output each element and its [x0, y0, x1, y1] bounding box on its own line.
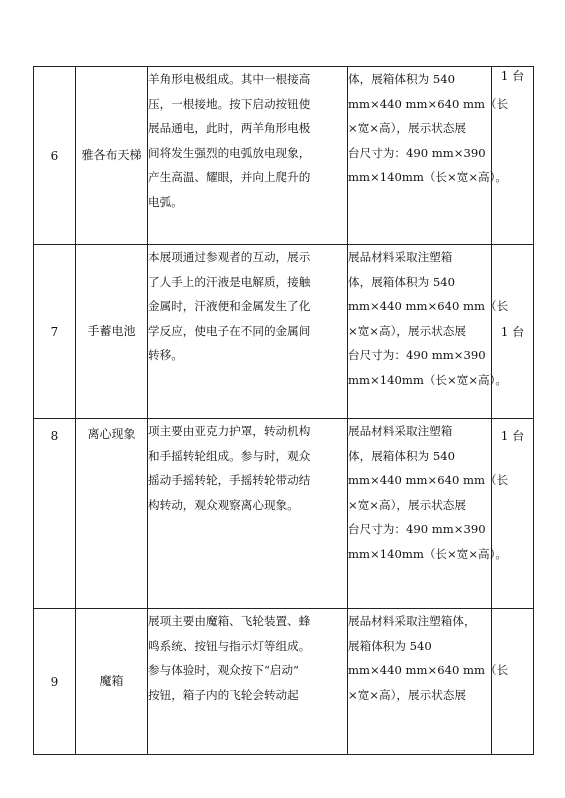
- description-line: 摇动手摇转轮，手摇转轮带动结: [148, 473, 311, 487]
- exhibit-name: 魔箱: [76, 609, 148, 755]
- row-number: 6: [34, 67, 76, 245]
- spec-line: mm×140mm（长×宽×高）。: [348, 372, 508, 387]
- spec-line: 展箱体积为 540: [348, 638, 432, 653]
- spec-line: ×宽×高），展示状态展: [348, 323, 466, 338]
- description-line: 产生高温、耀眼，并向上爬升的: [148, 170, 311, 184]
- spec-line: 体，展箱体积为 540: [348, 72, 455, 86]
- description-line: 了人手上的汗液是电解质，接触: [148, 274, 311, 289]
- table-row: [34, 609, 534, 755]
- spec-line: mm×440 mm×640 mm（长: [348, 299, 509, 313]
- spec-line: 体，展箱体积为 540: [348, 448, 455, 463]
- description-line: 展品通电，此时，两羊角形电极: [148, 121, 311, 135]
- spec-line: ×宽×高），展示状态展: [348, 497, 466, 512]
- table-row: [34, 67, 534, 245]
- description-line: 按钮，箱子内的飞轮会转动起: [148, 687, 299, 702]
- description-line: 展项主要由魔箱、飞轮装置、蜂: [148, 614, 311, 628]
- table-row: [34, 245, 534, 419]
- description-line: 项主要由亚克力护罩，转动机构: [148, 424, 311, 438]
- exhibit-description: [148, 245, 348, 419]
- description-line: 间将发生强烈的电弧放电现象，: [148, 145, 311, 160]
- exhibit-quantity: 1 台: [492, 245, 534, 419]
- description-line: 和手摇转轮组成。参与时，观众: [148, 448, 311, 463]
- spec-line: mm×140mm（长×宽×高）。: [348, 546, 508, 561]
- row-number: 8: [34, 419, 76, 609]
- description-line: 本展项通过参观者的互动，展示: [148, 250, 311, 264]
- spec-line: mm×440 mm×640 mm（长: [348, 96, 509, 111]
- spec-line: 体，展箱体积为 540: [348, 274, 455, 289]
- description-line: 学反应，使电子在不同的金属间: [148, 323, 311, 338]
- exhibit-table: [33, 66, 534, 755]
- row-number: 9: [34, 609, 76, 755]
- spec-line: ×宽×高），展示状态展: [348, 121, 466, 135]
- exhibit-description: [148, 67, 348, 245]
- spec-line: mm×440 mm×640 mm（长: [348, 663, 509, 677]
- exhibit-spec: [348, 609, 509, 755]
- exhibit-name: 雅各布天梯: [76, 67, 148, 245]
- spec-line: ×宽×高），展示状态展: [348, 687, 466, 702]
- exhibit-description: [148, 609, 348, 755]
- description-line: 压，一根接地。按下启动按钮使: [148, 96, 311, 111]
- exhibit-name: 离心现象: [76, 419, 148, 609]
- spec-line: 台尺寸为：490 mm×390: [348, 522, 486, 536]
- exhibit-spec: [348, 419, 509, 609]
- table-row: [34, 419, 534, 609]
- description-line: 电弧。: [148, 194, 183, 209]
- exhibit-spec: [348, 67, 509, 245]
- description-line: 参与体验时，观众按下“启动”: [148, 663, 299, 677]
- spec-line: 展品材料采取注塑箱: [348, 424, 453, 438]
- description-line: 转移。: [148, 348, 183, 362]
- spec-line: mm×140mm（长×宽×高）。: [348, 170, 508, 184]
- exhibit-description: [148, 419, 348, 609]
- spec-line: mm×440 mm×640 mm（长: [348, 473, 509, 487]
- spec-line: 展品材料采取注塑箱: [348, 250, 453, 264]
- exhibit-spec: [348, 245, 509, 419]
- description-line: 金属时，汗液便和金属发生了化: [148, 299, 311, 313]
- description-line: 构转动，观众观察离心现象。: [148, 497, 299, 512]
- spec-line: 展品材料采取注塑箱体，: [348, 614, 476, 628]
- spec-line: 台尺寸为：490 mm×390: [348, 348, 486, 362]
- exhibit-name: 手蓄电池: [76, 245, 148, 419]
- exhibit-quantity: 1 台: [492, 67, 534, 245]
- spec-line: 台尺寸为：490 mm×390: [348, 145, 486, 160]
- exhibit-quantity: [492, 609, 534, 755]
- exhibit-quantity: 1 台: [492, 419, 534, 609]
- description-line: 羊角形电极组成。其中一根接高: [148, 72, 311, 86]
- description-line: 鸣系统、按钮与指示灯等组成。: [148, 638, 311, 653]
- row-number: 7: [34, 245, 76, 419]
